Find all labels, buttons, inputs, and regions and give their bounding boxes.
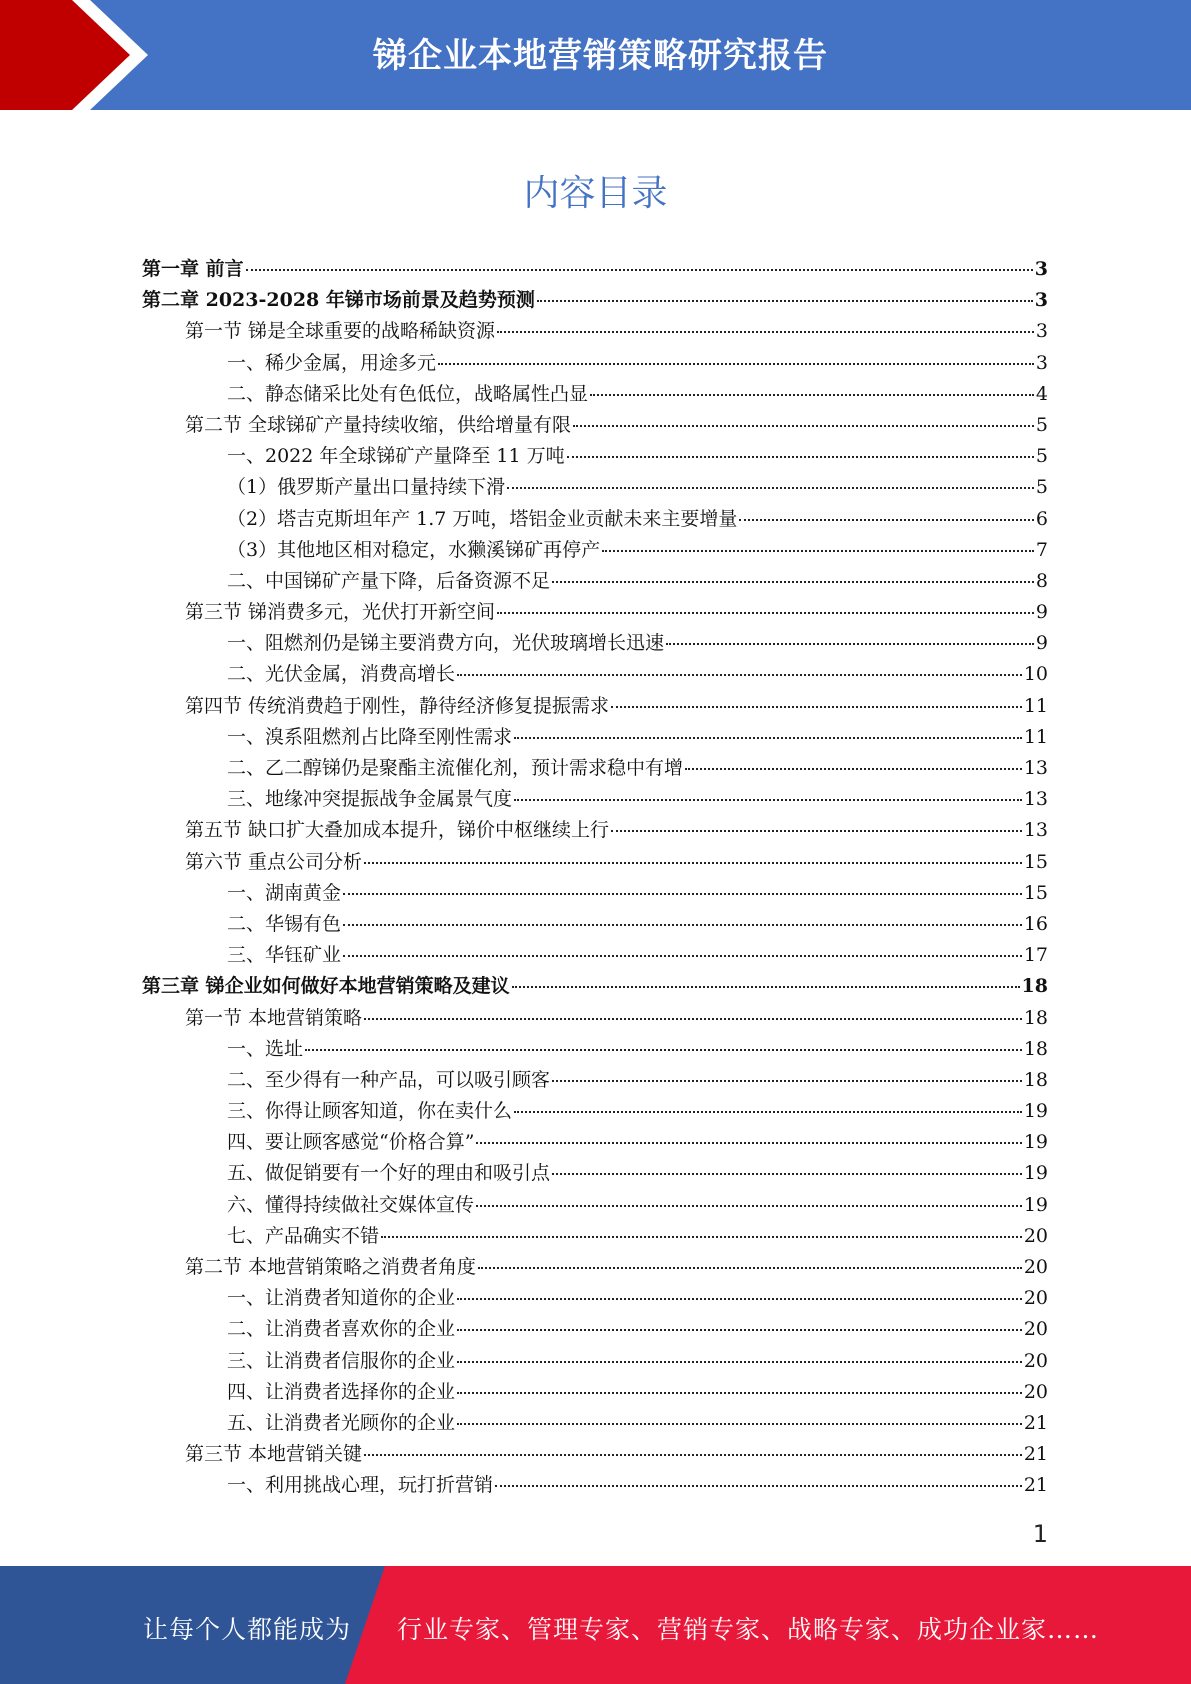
toc-leader-dots — [246, 269, 1033, 271]
toc-entry-label: 二、华锡有色 — [227, 912, 342, 935]
toc-entry-page: 5 — [1035, 476, 1048, 499]
toc-entry-label: 第二节 全球锑矿产量持续收缩，供给增量有限 — [185, 413, 572, 436]
toc-entry-label: 第四节 传统消费趋于刚性，静待经济修复提振需求 — [185, 694, 610, 717]
toc-entry-label: 第六节 重点公司分析 — [185, 850, 363, 873]
toc-entry-label: 一、稀少金属，用途多元 — [227, 351, 437, 374]
table-of-contents — [142, 254, 1048, 1502]
toc-entry-label: 第三节 锑消费多元，光伏打开新空间 — [185, 601, 496, 624]
toc-entry-label: 二、乙二醇锑仍是聚酯主流催化剂，预计需求稳中有增 — [227, 757, 684, 779]
toc-entry[interactable] — [142, 1283, 1048, 1314]
toc-entry[interactable] — [142, 1034, 1048, 1065]
toc-entry[interactable] — [142, 847, 1048, 878]
toc-entry[interactable] — [142, 971, 1048, 1002]
toc-entry-label: 七、产品确实不错 — [227, 1224, 380, 1247]
toc-entry[interactable] — [142, 1470, 1048, 1501]
toc-entry-label: 第三章 锑企业如何做好本地营销策略及建议 — [142, 975, 510, 998]
toc-entry-label: 第三节 本地营销关键 — [185, 1443, 363, 1466]
toc-entry[interactable] — [142, 504, 1048, 535]
toc-entry[interactable] — [142, 379, 1048, 410]
toc-leader-dots — [457, 1329, 1022, 1331]
toc-entry[interactable] — [142, 1377, 1048, 1408]
toc-entry[interactable] — [142, 1221, 1048, 1252]
toc-entry[interactable] — [142, 1158, 1048, 1189]
toc-leader-dots — [573, 425, 1034, 427]
toc-entry[interactable] — [142, 1346, 1048, 1377]
toc-leader-dots — [476, 1205, 1022, 1207]
toc-leader-dots — [514, 737, 1022, 739]
toc-entry-page: 20 — [1023, 1318, 1048, 1341]
toc-entry-page: 21 — [1023, 1411, 1048, 1434]
toc-entry[interactable] — [142, 1003, 1048, 1034]
toc-entry-page: 19 — [1023, 1100, 1048, 1123]
toc-leader-dots — [476, 1142, 1021, 1144]
toc-entry[interactable] — [142, 1127, 1048, 1158]
toc-leader-dots — [343, 955, 1022, 957]
toc-leader-dots — [364, 862, 1022, 864]
toc-heading: 内容目录 — [523, 173, 668, 214]
toc-leader-dots — [537, 300, 1033, 302]
toc-entry-page: 10 — [1023, 663, 1048, 686]
page-header — [0, 0, 1191, 110]
toc-entry[interactable] — [142, 410, 1048, 441]
toc-entry-page: 18 — [1023, 1006, 1048, 1029]
toc-leader-dots — [457, 674, 1022, 676]
toc-entry[interactable] — [142, 1065, 1048, 1096]
toc-entry-page: 9 — [1035, 632, 1048, 655]
toc-leader-dots — [666, 643, 1034, 645]
toc-entry-page: 20 — [1023, 1349, 1048, 1372]
toc-entry-page: 4 — [1035, 382, 1048, 405]
toc-entry[interactable] — [142, 753, 1048, 784]
toc-entry-label: 一、选址 — [227, 1037, 304, 1060]
toc-entry[interactable] — [142, 1408, 1048, 1439]
toc-entry-page: 3 — [1035, 351, 1048, 374]
toc-entry-label: 三、华钰矿业 — [227, 944, 342, 967]
toc-entry-page: 13 — [1023, 757, 1048, 779]
toc-entry[interactable] — [142, 1252, 1048, 1283]
toc-entry-label: 二、光伏金属，消费高增长 — [227, 663, 456, 686]
toc-entry-label: 一、溴系阻燃剂占比降至刚性需求 — [227, 725, 513, 748]
toc-leader-dots — [739, 519, 1034, 521]
toc-entry-label: 二、让消费者喜欢你的企业 — [227, 1318, 456, 1341]
toc-leader-dots — [495, 1485, 1022, 1487]
toc-leader-dots — [343, 924, 1022, 926]
toc-entry-label: 第二节 本地营销策略之消费者角度 — [185, 1256, 477, 1278]
toc-entry-page: 7 — [1035, 538, 1048, 561]
toc-entry-page: 17 — [1023, 944, 1048, 967]
toc-leader-dots — [590, 394, 1034, 396]
toc-entry-page: 6 — [1035, 507, 1048, 530]
toc-entry[interactable] — [142, 441, 1048, 472]
page-number: 1 — [1032, 1520, 1048, 1548]
toc-entry-page: 5 — [1035, 413, 1048, 436]
page-footer — [0, 1566, 1191, 1684]
toc-entry[interactable] — [142, 254, 1048, 285]
toc-entry-page: 20 — [1023, 1224, 1048, 1247]
toc-leader-dots — [602, 550, 1034, 552]
toc-entry-label: 一、阻燃剂仍是锑主要消费方向，光伏玻璃增长迅速 — [227, 632, 665, 655]
toc-entry[interactable] — [142, 909, 1048, 940]
toc-entry-page: 15 — [1023, 850, 1048, 873]
toc-entry[interactable] — [142, 597, 1048, 628]
toc-entry[interactable] — [142, 940, 1048, 971]
toc-entry-page: 20 — [1023, 1287, 1048, 1310]
toc-entry-label: 四、让消费者选择你的企业 — [227, 1380, 456, 1403]
toc-entry[interactable] — [142, 784, 1048, 815]
toc-entry-page: 9 — [1035, 601, 1048, 624]
toc-leader-dots — [381, 1236, 1022, 1238]
toc-leader-dots — [478, 1267, 1022, 1269]
toc-leader-dots — [364, 1018, 1022, 1020]
toc-entry-page: 16 — [1023, 912, 1048, 935]
toc-entry-page: 21 — [1023, 1443, 1048, 1466]
toc-entry-label: 第五节 缺口扩大叠加成本提升，锑价中枢继续上行 — [185, 819, 610, 842]
toc-entry-page: 3 — [1034, 258, 1048, 280]
toc-entry[interactable] — [142, 566, 1048, 597]
toc-entry[interactable] — [142, 1314, 1048, 1345]
toc-entry-page: 18 — [1021, 975, 1048, 998]
toc-entry-label: 二、中国锑矿产量下降，后备资源不足 — [227, 569, 551, 592]
toc-entry-page: 8 — [1035, 569, 1048, 592]
toc-leader-dots — [567, 456, 1034, 458]
toc-entry-label: 四、要让顾客感觉“价格合算” — [227, 1131, 475, 1154]
toc-entry-page: 3 — [1034, 289, 1048, 312]
toc-entry-page: 19 — [1023, 1131, 1048, 1154]
toc-entry[interactable] — [142, 472, 1048, 503]
toc-entry[interactable] — [142, 691, 1048, 722]
toc-entry[interactable] — [142, 659, 1048, 690]
toc-leader-dots — [343, 893, 1022, 895]
toc-entry-page: 13 — [1023, 788, 1048, 811]
toc-leader-dots — [514, 799, 1022, 801]
toc-entry-label: 第二章 2023-2028 年锑市场前景及趋势预测 — [142, 289, 535, 312]
toc-entry-page: 19 — [1023, 1193, 1048, 1216]
toc-leader-dots — [552, 1080, 1022, 1082]
toc-leader-dots — [364, 1454, 1022, 1456]
toc-entry-label: 三、让消费者信服你的企业 — [227, 1349, 456, 1372]
toc-entry-page: 15 — [1023, 881, 1048, 904]
toc-leader-dots — [685, 768, 1022, 770]
toc-entry-label: （2）塔吉克斯坦年产 1.7 万吨，塔铝金业贡献未来主要增量 — [227, 507, 738, 530]
toc-leader-dots — [497, 331, 1034, 333]
toc-entry-label: 六、懂得持续做社交媒体宣传 — [227, 1193, 475, 1216]
toc-entry-label: 五、让消费者光顾你的企业 — [227, 1411, 456, 1434]
toc-entry-label: （3）其他地区相对稳定，水獭溪锑矿再停产 — [227, 538, 601, 561]
toc-entry-page: 3 — [1035, 320, 1048, 343]
toc-entry-page: 20 — [1023, 1256, 1048, 1278]
toc-leader-dots — [457, 1423, 1022, 1425]
toc-leader-dots — [512, 986, 1020, 988]
toc-entry-page: 19 — [1023, 1162, 1048, 1185]
toc-leader-dots — [457, 1361, 1022, 1363]
toc-entry[interactable] — [142, 722, 1048, 753]
toc-entry-label: 第一章 前言 — [142, 258, 244, 280]
toc-entry-page: 20 — [1023, 1380, 1048, 1403]
toc-entry-label: 第一节 锑是全球重要的战略稀缺资源 — [185, 320, 496, 343]
toc-entry-page: 5 — [1035, 445, 1048, 468]
toc-entry-label: （1）俄罗斯产量出口量持续下滑 — [227, 476, 506, 499]
toc-entry[interactable] — [142, 878, 1048, 909]
toc-entry[interactable] — [142, 1096, 1048, 1127]
toc-entry-label: 三、地缘冲突提振战争金属景气度 — [227, 788, 513, 811]
toc-entry-page: 18 — [1023, 1037, 1048, 1060]
footer-slogan-left: 让每个人都能成为 — [143, 1615, 352, 1644]
toc-entry-page: 11 — [1023, 725, 1048, 748]
toc-entry[interactable] — [142, 815, 1048, 846]
toc-leader-dots — [305, 1049, 1022, 1051]
toc-entry[interactable] — [142, 535, 1048, 566]
toc-entry[interactable] — [142, 1439, 1048, 1470]
toc-entry-label: 二、至少得有一种产品，可以吸引顾客 — [227, 1068, 551, 1091]
toc-entry[interactable] — [142, 628, 1048, 659]
toc-entry-label: 第一节 本地营销策略 — [185, 1006, 363, 1029]
toc-entry[interactable] — [142, 348, 1048, 379]
toc-leader-dots — [611, 830, 1022, 832]
toc-leader-dots — [552, 1173, 1022, 1175]
toc-leader-dots — [497, 612, 1034, 614]
toc-entry-page: 13 — [1023, 819, 1048, 842]
toc-leader-dots — [611, 706, 1022, 708]
toc-entry-label: 三、你得让顾客知道，你在卖什么 — [227, 1100, 513, 1123]
toc-entry[interactable] — [142, 1190, 1048, 1221]
toc-leader-dots — [507, 487, 1034, 489]
toc-entry[interactable] — [142, 285, 1048, 316]
toc-leader-dots — [438, 363, 1034, 365]
toc-entry-page: 11 — [1023, 694, 1048, 717]
toc-leader-dots — [457, 1392, 1022, 1394]
footer-slogan-right: 行业专家、管理专家、营销专家、战略专家、成功企业家…… — [397, 1615, 1100, 1644]
toc-entry-label: 五、做促销要有一个好的理由和吸引点 — [227, 1162, 551, 1185]
toc-entry[interactable] — [142, 316, 1048, 347]
toc-leader-dots — [552, 581, 1034, 583]
toc-entry-label: 一、让消费者知道你的企业 — [227, 1287, 456, 1310]
toc-entry-label: 一、湖南黄金 — [227, 881, 342, 904]
toc-leader-dots — [457, 1298, 1022, 1300]
toc-entry-page: 21 — [1023, 1474, 1048, 1497]
toc-entry-page: 18 — [1023, 1068, 1048, 1091]
toc-entry-label: 二、静态储采比处有色低位，战略属性凸显 — [227, 382, 589, 405]
toc-leader-dots — [514, 1111, 1022, 1113]
toc-entry-label: 一、利用挑战心理，玩打折营销 — [227, 1474, 494, 1497]
toc-entry-label: 一、2022 年全球锑矿产量降至 11 万吨 — [227, 445, 565, 468]
report-title: 锑企业本地营销策略研究报告 — [373, 36, 828, 76]
